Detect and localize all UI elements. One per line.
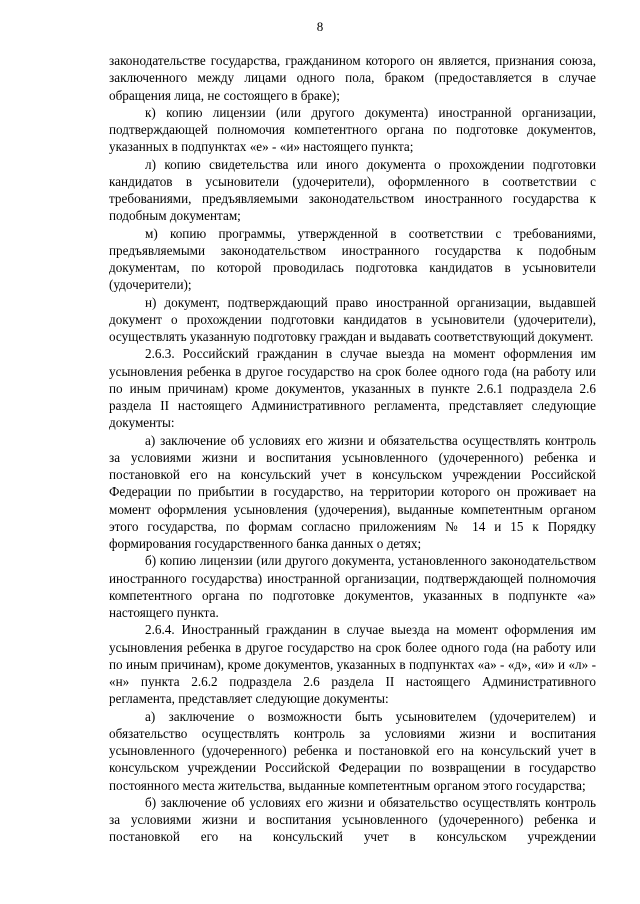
paragraph-2-6-4-item-b: б) заключение об условиях его жизни и обязательство осуществлять контроль за условиями жизни и воспитания усыновленного (удочеренного) ребенка и постановкой его на консульский учет в консульском учреждении [109, 794, 596, 845]
paragraph-continuation: законодательстве государства, гражданином которого он является, признания союза, заключенного между лицами одного пола, браком (предоставляется в случае обращения лица, не состоящего в браке); [109, 53, 596, 103]
document-body [109, 52, 596, 846]
paragraph-item-n: н) документ, подтверждающий право иностранной организации, выдавшей документ о прохождении подготовки кандидатов в усыновители (удочерители), осуществлять указанную подготовку граждан и выдавать соответствующий документ. [109, 294, 596, 344]
paragraph-item-k: к) копию лицензии (или другого документа) иностранной организации, подтверждающей полномочия компетентного органа по подготовке документов, указанных в подпунктах «е» - «и» настоящего пункта; [109, 104, 596, 155]
paragraph-2-6-4-item-a: а) заключение о возможности быть усыновителем (удочерителем) и обязательство осуществлять контроль за условиями жизни и воспитания усыновленного (удочеренного) ребенка и постановкой его на консульский учет в консульском учреждении Российской Федерации по возвращении в государство постоянного места жительства, выданные компетентным органом этого государства; [109, 708, 596, 793]
paragraph-item-l: л) копию свидетельства или иного документа о прохождении подготовки кандидатов в усыновители (удочерители), оформленного в соответствии с требованиями, предъявляемыми законодательством иностранного государства к подобным документам; [109, 156, 596, 224]
paragraph-item-m: м) копию программы, утвержденной в соответствии с требованиями, предъявляемыми законодательством иностранного государства к подобным документам, по которой проводилась подготовка кандидатов в усыновители (удочерители); [109, 225, 596, 293]
paragraph-2-6-3-item-a: а) заключение об условиях его жизни и обязательства осуществлять контроль за условиями жизни и воспитания усыновленного (удочеренного) ребенка и постановкой его на консульский учет в консульском учреждении Российской Федерации по прибытии в государство, на территории которого он проживает на момент оформления усыновления (удочерения), выданные компетентным органом этого государства, по формам согласно приложениям № 14 и 15 к Порядку формирования государственного банка данных о детях; [109, 432, 596, 551]
paragraph-2-6-4: 2.6.4. Иностранный гражданин в случае выезда на момент оформления им усыновления ребенка в другое государство на срок более одного года (на работу или по иным причинам), кроме документов, указанных в подпунктах «а» - «д», «и» и «л» - «н» пункта 2.6.2 подраздела 2.6 раздела II настоящего Административного регламента, представляет следующие документы: [109, 622, 596, 707]
paragraph-2-6-3: 2.6.3. Российский гражданин в случае выезда на момент оформления им усыновления ребенка в другое государство на срок более одного года (на работу или по иным причинам) кроме документов, указанных в пункте 2.6.1 подраздела 2.6 раздела II настоящего Административного регламента, представляет следующие документы: [109, 346, 596, 431]
paragraph-2-6-3-item-b: б) копию лицензии (или другого документа, установленного законодательством иностранного государства) иностранной организации, подтверждающей полномочия компетентного органа по подготовке документов, указанных в подпункте «а» настоящего пункта. [109, 553, 596, 620]
page-number: 8 [316, 19, 324, 34]
